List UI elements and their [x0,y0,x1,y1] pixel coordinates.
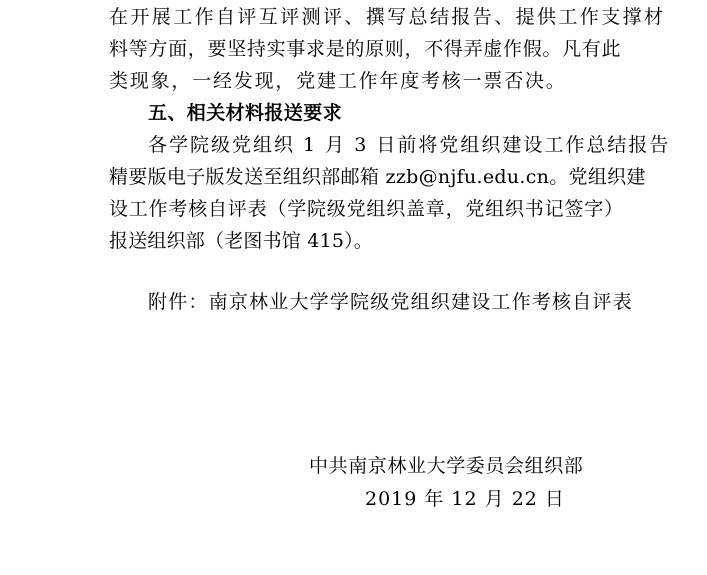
signature-date: 2019 年 12 月 22 日 [365,488,565,510]
section-heading: 五、相关材料报送要求 [148,102,343,124]
body-text-line-8: 报送组织部（老图书馆 415）。 [109,230,374,252]
attachment-line: 附件：南京林业大学学院级党组织建设工作考核自评表 [148,291,633,313]
body-text-line-1: 在开展工作自评互评测评、撰写总结报告、提供工作支撑材 [109,6,666,28]
body-text-line-7: 设工作考核自评表（学院级党组织盖章，党组织书记签字） [109,198,624,220]
body-text-line-6: 精要版电子版发送至组织部邮箱 zzb@njfu.edu.cn。党组织建 [109,166,646,188]
body-text-line-2: 料等方面，要坚持实事求是的原则，不得弄虚作假。凡有此 [109,38,622,60]
body-text-line-3: 类现象，一经发现，党建工作年度考核一票否决。 [109,70,567,92]
signature-organization: 中共南京林业大学委员会组织部 [309,455,584,477]
body-text-line-5: 各学院级党组织 1 月 3 日前将党组织建设工作总结报告 [148,134,671,156]
